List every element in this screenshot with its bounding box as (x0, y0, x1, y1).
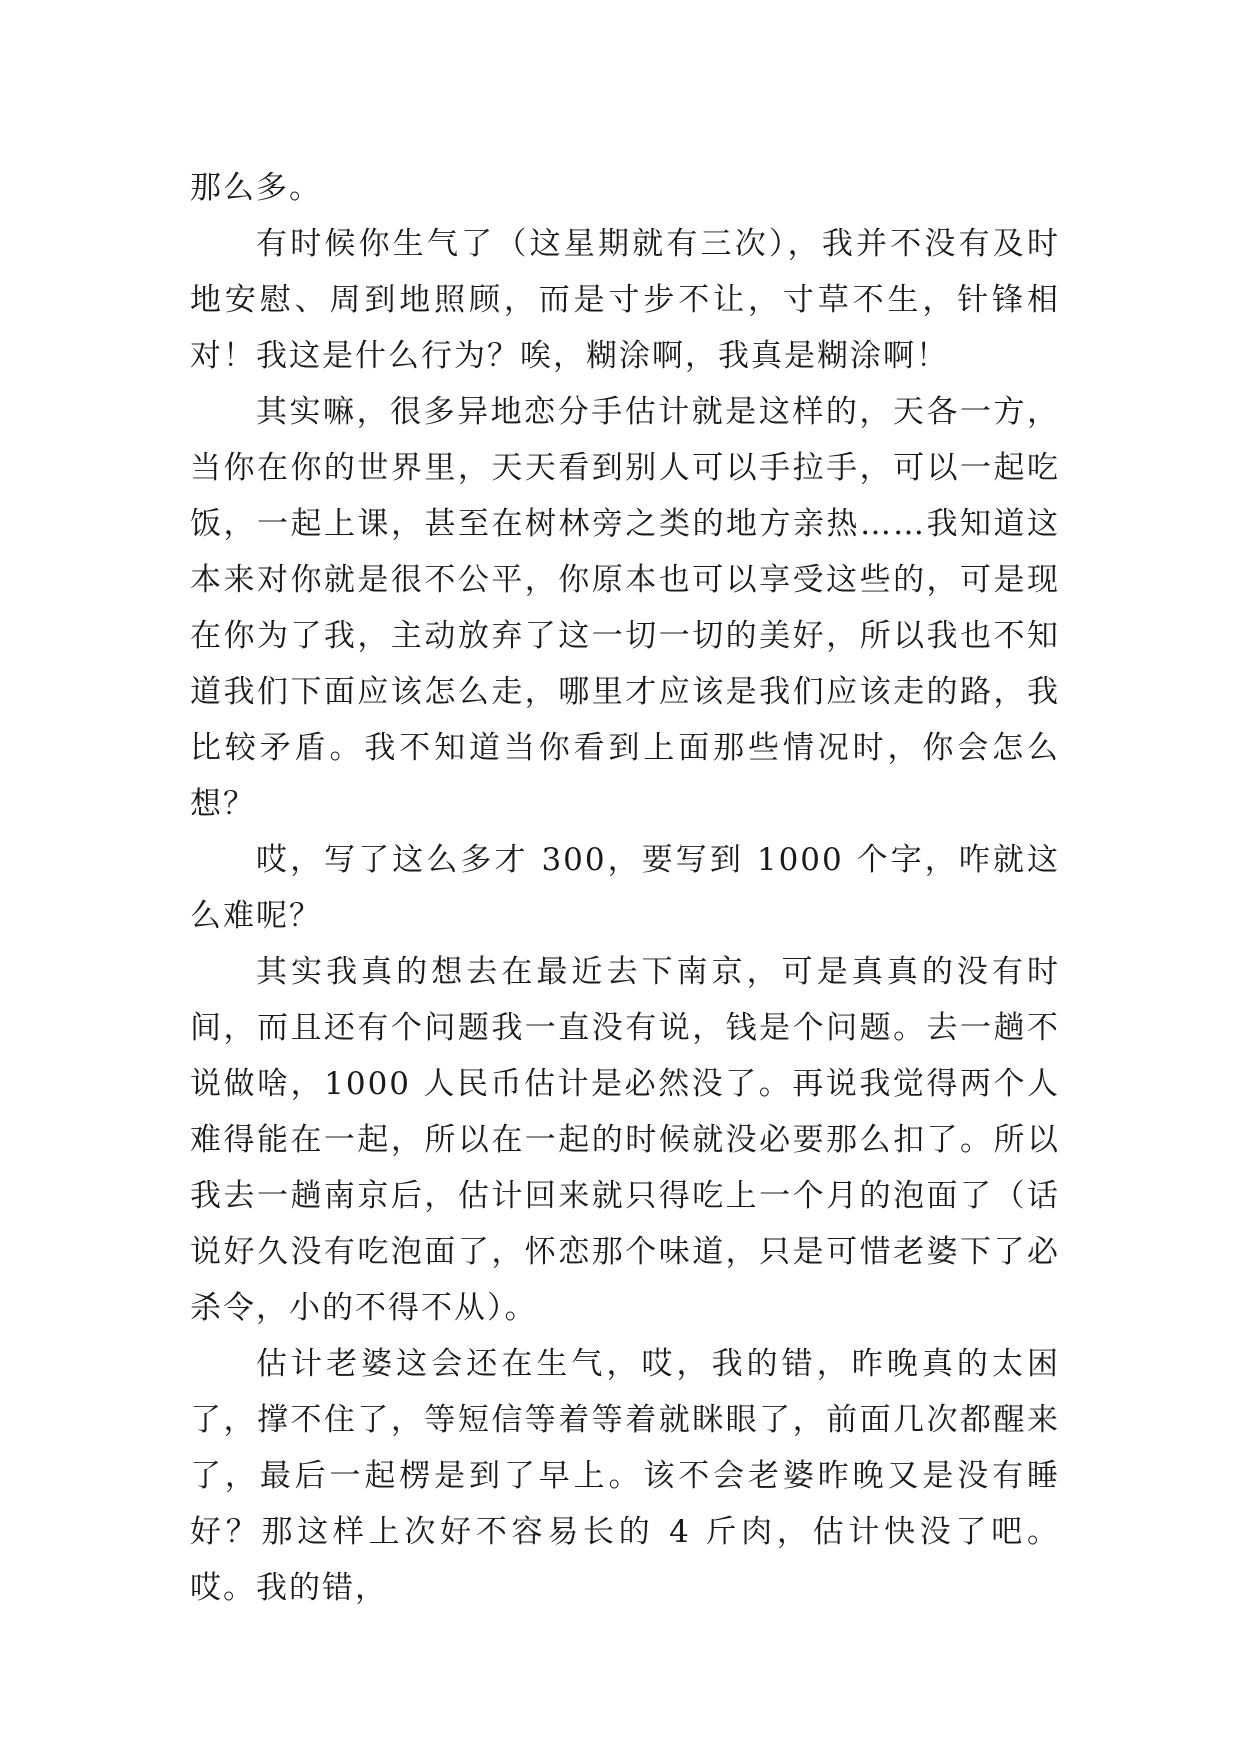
paragraph-6: 估计老婆这会还在生气，哎，我的错，昨晚真的太困了，撑不住了，等短信等着等着就眯眼了，前面几次都醒来了，最后一起楞是到了早上。该不会老婆昨晚又是没有睡好？那这样上次好不容易长的 4 斤肉，估计快没了吧。哎。我的错， (190, 1346, 1060, 1606)
document-body (190, 160, 1060, 1616)
paragraph-2: 有时候你生气了（这星期就有三次），我并不没有及时地安慰、周到地照顾，而是寸步不让，寸草不生，针锋相对！我这是什么行为？唉，糊涂啊，我真是糊涂啊！ (190, 226, 1060, 374)
paragraph-4: 哎，写了这么多才 300，要写到 1000 个字，咋就这么难呢？ (190, 842, 1060, 934)
paragraph-1: 那么多。 (190, 170, 322, 206)
paragraph-3: 其实嘛，很多异地恋分手估计就是这样的，天各一方，当你在你的世界里，天天看到别人可以手拉手，可以一起吃饭，一起上课，甚至在树林旁之类的地方亲热……我知道这本来对你就是很不公平，你原本也可以享受这些的，可是现在你为了我，主动放弃了这一切一切的美好，所以我也不知道我们下面应该怎么走，哪里才应该是我们应该走的路，我比较矛盾。我不知道当你看到上面那些情况时，你会怎么想？ (190, 394, 1060, 822)
paragraph-5: 其实我真的想去在最近去下南京，可是真真的没有时间，而且还有个问题我一直没有说，钱是个问题。去一趟不说做啥，1000 人民币估计是必然没了。再说我觉得两个人难得能在一起，所以在一起的时候就没必要那么扣了。所以我去一趟南京后，估计回来就只得吃上一个月的泡面了（话说好久没有吃泡面了，怀恋那个味道，只是可惜老婆下了必杀令，小的不得不从）。 (190, 954, 1060, 1326)
